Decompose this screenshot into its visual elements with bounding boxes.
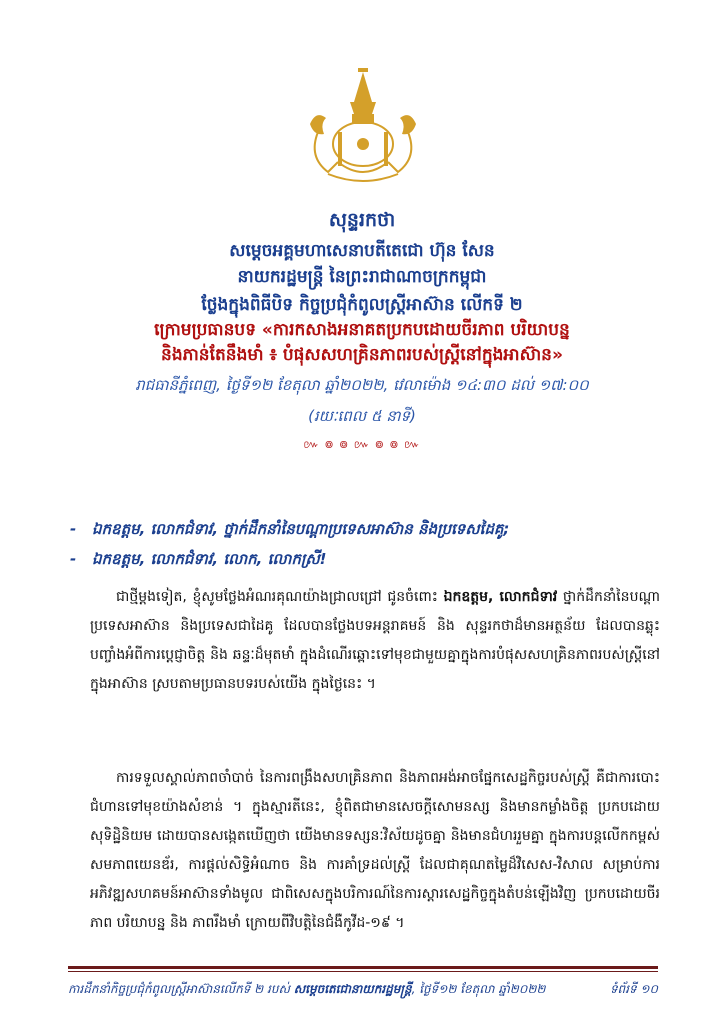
bullet-dash: - <box>70 520 77 538</box>
duration-line: (រយៈពេល ៥ នាទី) <box>308 407 416 425</box>
speaker-position: នាយករដ្ឋមន្ត្រី នៃព្រះរាជាណាចក្រកម្ពុជា <box>237 267 487 287</box>
paragraph-1 <box>90 583 660 759</box>
salutation-text: ឯកឧត្តម, លោកជំទាវ, លោក, លោកស្រី! <box>92 550 327 568</box>
royal-arms-emblem <box>298 62 428 190</box>
salutation-item <box>70 520 692 542</box>
paragraph-1-start: ជាថ្មីម្តងទៀត, ខ្ញុំសូមថ្លែងអំណរគុណយ៉ាងជ្រាលជ្រៅ ជូនចំពោះ <box>116 589 444 605</box>
paragraph-1-bold: ឯកឧត្តម, លោកជំទាវ <box>443 589 558 605</box>
occasion-line: ថ្លែងក្នុងពិធីបិទ កិច្ចប្រជុំកំពូលស្ត្រីអាស៊ាន លើកទី ២ <box>201 295 523 315</box>
paragraph-2: ការទទួលស្គាល់ភាពចាំបាច់ នៃការពង្រឹងសហគ្រិនភាព និងភាពអង់អាចផ្នែកសេដ្ឋកិច្ចរបស់ស្ត្រី គឺជាការបោះជំហានទៅមុខយ៉ាងសំខាន់ ។ ក្នុងស្មារតីនេះ, ខ្ញុំពិតជាមានសេចក្តីសោមនស្ស និងមានកម្លាំងចិត្ត ប្រកបដោយសុទិដ្ឋិនិយម ដោយបានសង្កេតឃើញថា យើងមានទស្សនៈវិស័យដូចគ្នា និងមានជំហររួមគ្នា ក្នុងការបន្តលើកកម្ពស់សមភាពយេនឌ័រ, ការផ្តល់សិទ្ធិអំណាច និង ការគាំទ្រដល់ស្ត្រី ដែលជាគុណតម្លៃដ៏វិសេស-វិសាល សម្រាប់ការអភិវឌ្ឍសហគមន៍អាស៊ានទាំងមូល ជាពិសេសក្នុងបរិការណ៍នៃការស្តារសេដ្ឋកិច្ចក្នុងតំបន់ឡើងវិញ ប្រកបដោយចីរភាព បរិយាបន្ន និង ភាពរឹងមាំ ក្រោយពីវិបត្តិនៃជំងឺកូវីដ-១៩ ។ <box>90 770 660 931</box>
footer-rule-thin <box>68 971 658 972</box>
footer-text-bold: សម្តេចតេជោនាយករដ្ឋមន្ត្រី <box>293 982 412 996</box>
footer-text-left: ការដឹកនាំកិច្ចប្រជុំកំពូលស្ត្រីអាស៊ានលើកទី ២ របស់ <box>68 982 294 996</box>
speech-title: សុន្ទរកថា <box>328 209 396 231</box>
date-location-line: រាជធានីភ្នំពេញ, ថ្ងៃទី១២ ខែតុលា ឆ្នាំ២០២២, វេលាម៉ោង ១៤:៣០ ដល់ ១៧:០០ <box>135 376 589 394</box>
paragraph-1-rest: ថ្នាក់ដឹកនាំនៃបណ្ដាប្រទេសអាស៊ាន និងប្រទេសជាដៃគូ ដែលបានថ្លែងបទអន្តរាគមន៍ និង សុន្ទរកថាដ៏មានអត្ថន័យ ដែលបានឆ្លុះបញ្ចាំងអំពីការប្តេជ្ញាចិត្ត និង ឆន្ទៈដ៏មុតមាំ ក្នុងដំណើរឆ្ពោះទៅមុខជាមួយគ្នាក្នុងការបំផុសសហគ្រិនភាពរបស់ស្ត្រីនៅក្នុងអាស៊ាន ស្របតាមប្រធានបទរបស់យើង ក្នុងថ្ងៃនេះ ។ <box>90 589 660 692</box>
footer-text-right: , ថ្ងៃទី១២ ខែតុលា ឆ្នាំ២០២២ <box>411 982 546 996</box>
speaker-name: សម្តេចអគ្គមហាសេនាបតីតេជោ ហ៊ុន សែន <box>229 241 495 261</box>
page-number: ទំព័រទី ១០ <box>609 982 658 996</box>
salutation-text: ឯកឧត្តម, លោកជំទាវ, ថ្នាក់ដឹកនាំនៃបណ្ដាប្រទេសអាស៊ាន និងប្រទេសដៃគូ; <box>92 520 510 538</box>
theme-line-1: ក្រោមប្រធានបទ «ការកសាងអនាគតប្រកបដោយចីរភាព បរិយាបន្ន <box>154 320 570 340</box>
ornament-divider: ៚ ៙ ៙ ៚ ៙ ៙ ៚ <box>303 438 421 451</box>
page-footer <box>68 981 658 999</box>
theme-line-2: និងភាន់តែនឹងមាំ ៖ បំផុសសហគ្រិនភាពរបស់ស្ត្រីនៅក្នុងអាស៊ាន» <box>161 345 563 365</box>
salutation-item <box>70 550 692 572</box>
footer-rule-thick <box>68 966 658 969</box>
bullet-dash: - <box>70 550 77 568</box>
